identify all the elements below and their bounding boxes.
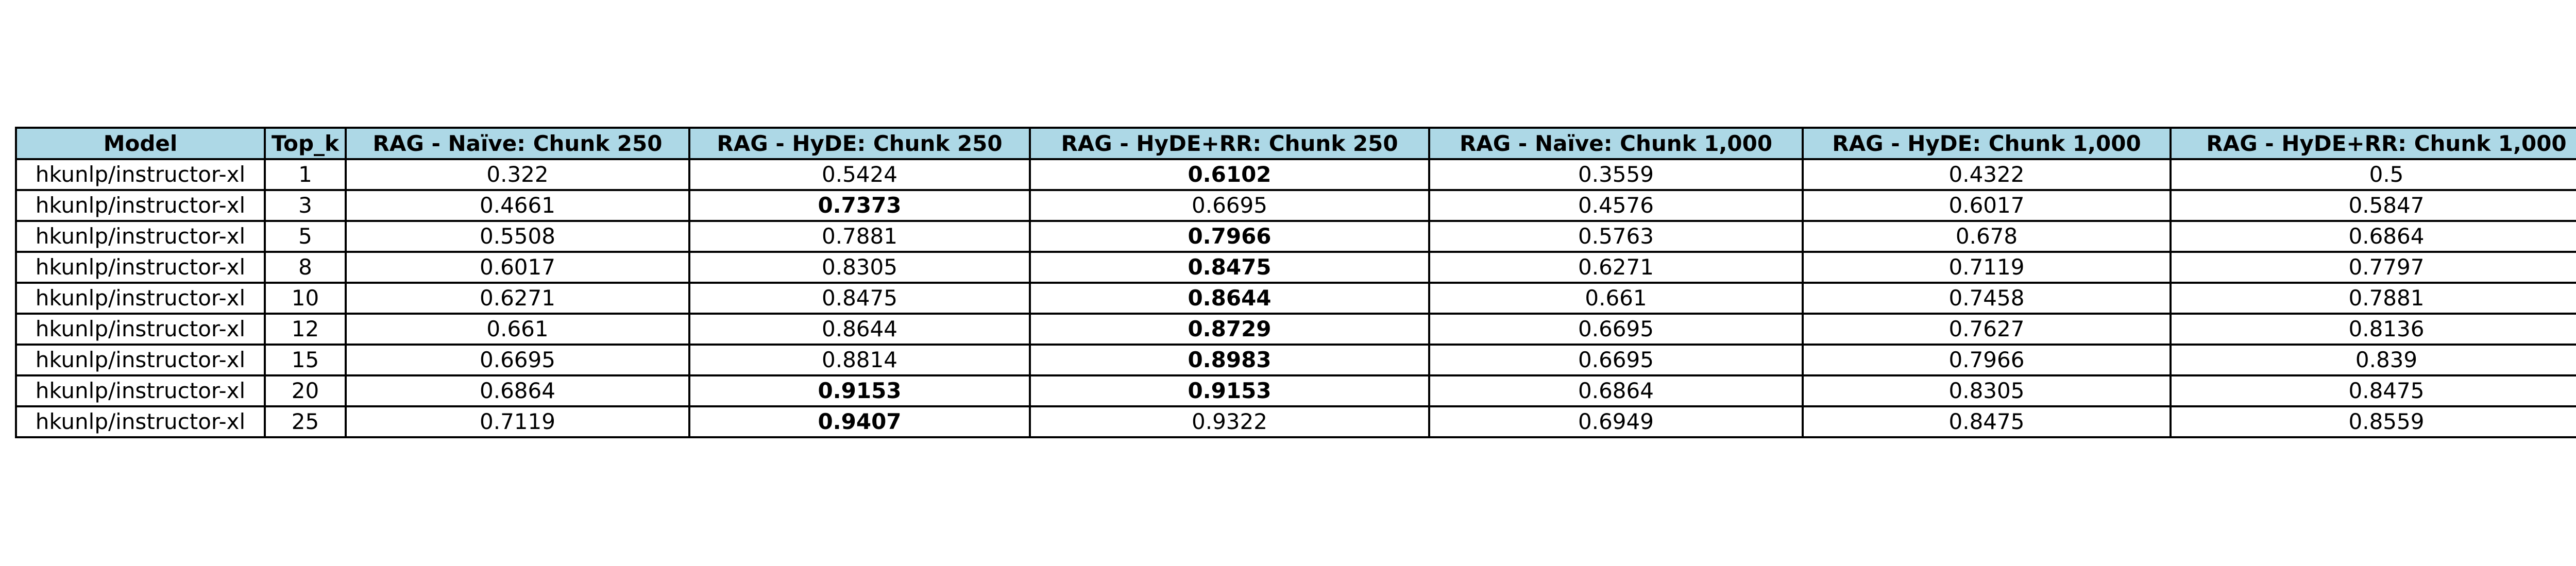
cell-top-k: 20 (265, 375, 346, 406)
cell-naive-250: 0.6271 (346, 283, 689, 314)
cell-naive-1000: 0.661 (1429, 283, 1803, 314)
table-row (16, 314, 2576, 345)
cell-top-k: 1 (265, 159, 346, 190)
cell-naive-250: 0.661 (346, 314, 689, 345)
cell-naive-250: 0.5508 (346, 221, 689, 252)
cell-naive-1000: 0.6695 (1429, 345, 1803, 375)
cell-hyde-1000: 0.7119 (1803, 252, 2171, 283)
table-row (16, 375, 2576, 406)
cell-hyde-rr-250: 0.8983 (1030, 345, 1429, 375)
table-row (16, 221, 2576, 252)
cell-hyde-1000: 0.7627 (1803, 314, 2171, 345)
cell-hyde-rr-1000: 0.8136 (2171, 314, 2576, 345)
cell-hyde-rr-1000: 0.7881 (2171, 283, 2576, 314)
cell-naive-250: 0.7119 (346, 406, 689, 437)
cell-naive-1000: 0.6695 (1429, 314, 1803, 345)
header-row (16, 128, 2576, 159)
column-header-naive-chunk-250: RAG - Naïve: Chunk 250 (346, 128, 689, 159)
cell-model: hkunlp/instructor-xl (16, 190, 265, 221)
cell-model: hkunlp/instructor-xl (16, 314, 265, 345)
cell-hyde-250: 0.7881 (689, 221, 1030, 252)
cell-hyde-250: 0.9153 (689, 375, 1030, 406)
cell-naive-250: 0.4661 (346, 190, 689, 221)
table-row (16, 252, 2576, 283)
cell-hyde-250: 0.7373 (689, 190, 1030, 221)
cell-naive-1000: 0.4576 (1429, 190, 1803, 221)
cell-model: hkunlp/instructor-xl (16, 345, 265, 375)
cell-hyde-rr-250: 0.6102 (1030, 159, 1429, 190)
cell-top-k: 3 (265, 190, 346, 221)
cell-model: hkunlp/instructor-xl (16, 406, 265, 437)
cell-hyde-250: 0.8475 (689, 283, 1030, 314)
column-header-naive-chunk-1000: RAG - Naïve: Chunk 1,000 (1429, 128, 1803, 159)
cell-naive-250: 0.6017 (346, 252, 689, 283)
cell-top-k: 10 (265, 283, 346, 314)
cell-naive-1000: 0.6949 (1429, 406, 1803, 437)
column-header-hyde-chunk-1000: RAG - HyDE: Chunk 1,000 (1803, 128, 2171, 159)
column-header-model: Model (16, 128, 265, 159)
cell-hyde-rr-250: 0.8729 (1030, 314, 1429, 345)
cell-hyde-rr-250: 0.7966 (1030, 221, 1429, 252)
cell-hyde-rr-250: 0.8475 (1030, 252, 1429, 283)
cell-top-k: 25 (265, 406, 346, 437)
cell-hyde-rr-1000: 0.6864 (2171, 221, 2576, 252)
cell-hyde-rr-1000: 0.5 (2171, 159, 2576, 190)
cell-model: hkunlp/instructor-xl (16, 375, 265, 406)
cell-naive-1000: 0.6864 (1429, 375, 1803, 406)
table-row (16, 159, 2576, 190)
table-row (16, 345, 2576, 375)
cell-naive-1000: 0.5763 (1429, 221, 1803, 252)
cell-hyde-1000: 0.678 (1803, 221, 2171, 252)
cell-naive-1000: 0.3559 (1429, 159, 1803, 190)
column-header-top-k: Top_k (265, 128, 346, 159)
cell-hyde-rr-1000: 0.839 (2171, 345, 2576, 375)
cell-model: hkunlp/instructor-xl (16, 252, 265, 283)
cell-hyde-1000: 0.4322 (1803, 159, 2171, 190)
cell-hyde-250: 0.8644 (689, 314, 1030, 345)
cell-top-k: 5 (265, 221, 346, 252)
column-header-hyde-rr-chunk-1000: RAG - HyDE+RR: Chunk 1,000 (2171, 128, 2576, 159)
cell-hyde-250: 0.9407 (689, 406, 1030, 437)
cell-hyde-1000: 0.7966 (1803, 345, 2171, 375)
cell-naive-1000: 0.6271 (1429, 252, 1803, 283)
cell-hyde-1000: 0.8475 (1803, 406, 2171, 437)
table-row (16, 283, 2576, 314)
cell-model: hkunlp/instructor-xl (16, 159, 265, 190)
cell-model: hkunlp/instructor-xl (16, 221, 265, 252)
cell-hyde-rr-250: 0.9322 (1030, 406, 1429, 437)
cell-hyde-1000: 0.8305 (1803, 375, 2171, 406)
table-body (16, 159, 2576, 437)
results-table (15, 127, 2576, 438)
cell-hyde-1000: 0.6017 (1803, 190, 2171, 221)
cell-hyde-rr-1000: 0.8475 (2171, 375, 2576, 406)
cell-hyde-250: 0.5424 (689, 159, 1030, 190)
cell-hyde-250: 0.8814 (689, 345, 1030, 375)
cell-hyde-1000: 0.7458 (1803, 283, 2171, 314)
cell-hyde-rr-250: 0.6695 (1030, 190, 1429, 221)
cell-top-k: 12 (265, 314, 346, 345)
cell-top-k: 8 (265, 252, 346, 283)
cell-hyde-rr-1000: 0.7797 (2171, 252, 2576, 283)
cell-naive-250: 0.6864 (346, 375, 689, 406)
cell-model: hkunlp/instructor-xl (16, 283, 265, 314)
cell-hyde-rr-250: 0.8644 (1030, 283, 1429, 314)
cell-naive-250: 0.322 (346, 159, 689, 190)
cell-hyde-rr-1000: 0.5847 (2171, 190, 2576, 221)
table-row (16, 190, 2576, 221)
cell-hyde-250: 0.8305 (689, 252, 1030, 283)
cell-top-k: 15 (265, 345, 346, 375)
column-header-hyde-rr-chunk-250: RAG - HyDE+RR: Chunk 250 (1030, 128, 1429, 159)
cell-naive-250: 0.6695 (346, 345, 689, 375)
column-header-hyde-chunk-250: RAG - HyDE: Chunk 250 (689, 128, 1030, 159)
cell-hyde-rr-250: 0.9153 (1030, 375, 1429, 406)
table-row (16, 406, 2576, 437)
cell-hyde-rr-1000: 0.8559 (2171, 406, 2576, 437)
